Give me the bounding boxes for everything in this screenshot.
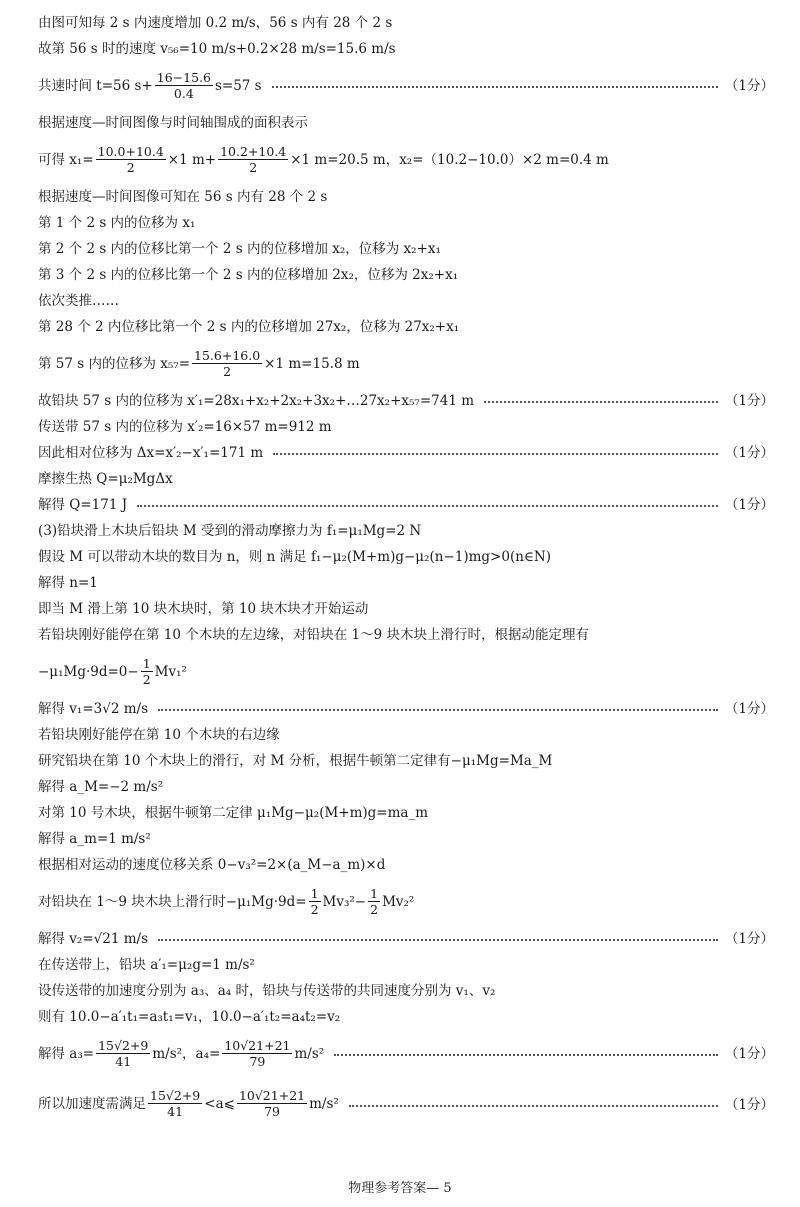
line-text: 若铅块刚好能停在第 10 个木块的右边缘 [38, 726, 280, 743]
solution-line [38, 826, 774, 852]
solution-line [38, 926, 774, 952]
solution-line [38, 878, 774, 926]
solution-line [38, 774, 774, 800]
formula-text: s=57 s [214, 77, 262, 94]
line-text: 第 2 个 2 s 内的位移比第一个 2 s 内的位移增加 x₂，位移为 x₂+x₁ [38, 240, 441, 257]
leader-dots [334, 1054, 718, 1056]
fraction-numerator: 10√21+21 [224, 1038, 291, 1053]
formula-text: Mv₁² [154, 663, 187, 680]
leader-dots [349, 1105, 718, 1107]
leader-dots [137, 505, 718, 507]
fraction [309, 886, 321, 917]
line-text: 根据速度—时间图像与时间轴围成的面积表示 [38, 114, 308, 131]
score-mark: （1分） [724, 1046, 774, 1062]
formula-text: −μ₁Mg·9d=0− [38, 663, 139, 680]
formula-text: <a⩽ [204, 1095, 235, 1112]
line-text: 解得 n=1 [38, 574, 98, 591]
fraction [155, 70, 213, 101]
score-mark: （1分） [724, 497, 774, 513]
solution-line [38, 388, 774, 414]
fraction-numerator: 1 [142, 656, 151, 671]
solution-line [38, 722, 774, 748]
fraction-numerator: 16−15.6 [156, 70, 211, 85]
solution-line [38, 1030, 774, 1078]
formula-text: 所以加速度需满足 [38, 1095, 146, 1112]
line-text: 传送带 57 s 内的位移为 x′₂=16×57 m=912 m [38, 418, 332, 435]
solution-line [38, 210, 774, 236]
solution-line [38, 184, 774, 210]
solution-line [38, 978, 774, 1004]
solution-line [38, 288, 774, 314]
fraction [368, 886, 380, 917]
formula-text: m/s² [309, 1095, 339, 1112]
fraction-denominator: 2 [310, 902, 319, 917]
fraction-denominator: 41 [115, 1054, 132, 1069]
score-mark: （1分） [724, 78, 774, 94]
fraction-numerator: 10.2+10.4 [220, 144, 287, 159]
fraction-denominator: 2 [370, 902, 379, 917]
leader-dots [158, 709, 718, 711]
fraction [96, 144, 166, 175]
fraction-denominator: 79 [249, 1054, 266, 1069]
fraction [96, 1038, 150, 1069]
solution-line [38, 518, 774, 544]
fraction-numerator: 10√21+21 [238, 1088, 306, 1103]
formula-text: m/s²，a₄= [152, 1045, 221, 1062]
fraction-denominator: 2 [249, 160, 258, 175]
line-text: 第 3 个 2 s 内的位移比第一个 2 s 内的位移增加 2x₂，位移为 2x₂+x₁ [38, 266, 459, 283]
formula-text: Mv₂² [382, 893, 415, 910]
formula-text: m/s² [294, 1045, 325, 1062]
solution-line [38, 262, 774, 288]
fraction [141, 656, 153, 687]
fraction-numerator: 1 [370, 886, 379, 901]
line-text: 即当 M 滑上第 10 块木块时，第 10 块木块才开始运动 [38, 600, 369, 617]
fraction-denominator: 0.4 [173, 86, 194, 101]
solution-line [38, 696, 774, 722]
formula-text: 第 57 s 内的位移为 x₅₇= [38, 355, 191, 372]
answer-document [38, 10, 774, 1132]
line-text: 依次类推…… [38, 292, 119, 309]
line-text: 第 28 个 2 内位移比第一个 2 s 内的位移增加 27x₂，位移为 27x₂+x₁ [38, 318, 460, 335]
line-text: 根据速度—时间图像可知在 56 s 内有 28 个 2 s [38, 188, 328, 205]
line-text: 在传送带上，铅块 a′₁=μ₂g=1 m/s² [38, 956, 255, 973]
line-text: 若铅块刚好能停在第 10 个木块的左边缘，对铅块在 1～9 块木块上滑行时，根据动能定理有 [38, 626, 590, 643]
line-text: 故铅块 57 s 内的位移为 x′₁=28x₁+x₂+2x₂+3x₂+…27x₂+x₅₇=741 m [38, 392, 475, 409]
line-text: 摩擦生热 Q=μ₂MgΔx [38, 470, 173, 487]
solution-line [38, 110, 774, 136]
fraction [192, 348, 262, 379]
fraction-numerator: 15.6+16.0 [194, 348, 261, 363]
solution-line [38, 10, 774, 36]
solution-line [38, 1004, 774, 1030]
solution-line [38, 466, 774, 492]
fraction-numerator: 15√2+9 [150, 1088, 201, 1103]
fraction [148, 1088, 202, 1119]
line-text: 因此相对位移为 Δx=x′₂−x′₁=171 m [38, 444, 264, 461]
solution-line [38, 440, 774, 466]
solution-line [38, 414, 774, 440]
line-text: 解得 v₁=3√2 m/s [38, 700, 148, 717]
formula-text: 解得 a₃= [38, 1045, 95, 1062]
leader-dots [484, 401, 718, 403]
solution-line [38, 136, 774, 184]
fraction-denominator: 79 [264, 1104, 280, 1119]
fraction-denominator: 2 [223, 364, 232, 379]
solution-line [38, 1078, 774, 1132]
fraction-denominator: 41 [167, 1104, 184, 1119]
line-text: 由图可知每 2 s 内速度增加 0.2 m/s，56 s 内有 28 个 2 s [38, 14, 393, 31]
solution-line [38, 622, 774, 648]
formula-text: ×1 m+ [167, 151, 217, 168]
fraction-denominator: 2 [142, 672, 151, 687]
formula-text: ×1 m=20.5 m，x₂=（10.2−10.0）×2 m=0.4 m [290, 151, 609, 168]
solution-line [38, 748, 774, 774]
score-mark: （1分） [724, 701, 774, 717]
line-text: (3)铅块滑上木块后铅块 M 受到的滑动摩擦力为 f₁=μ₁Mg=2 N [38, 522, 422, 539]
solution-line [38, 852, 774, 878]
formula-text: Mv₃²− [322, 893, 367, 910]
fraction [218, 144, 288, 175]
leader-dots [158, 939, 718, 941]
formula-text: 对铅块在 1～9 块木块上滑行时−μ₁Mg·9d= [38, 893, 307, 910]
line-text: 解得 a_M=−2 m/s² [38, 778, 164, 795]
solution-line [38, 952, 774, 978]
solution-line [38, 492, 774, 518]
line-text: 假设 M 可以带动木块的数目为 n，则 n 满足 f₁−μ₂(M+m)g−μ₂(n−1)mg>0(n∈N) [38, 548, 551, 565]
formula-text: 共速时间 t=56 s+ [38, 77, 153, 94]
line-text: 解得 a_m=1 m/s² [38, 830, 151, 847]
score-mark: （1分） [724, 393, 774, 409]
line-text: 故第 56 s 时的速度 v₅₆=10 m/s+0.2×28 m/s=15.6 m/s [38, 40, 396, 57]
formula-text: ×1 m=15.8 m [264, 355, 360, 372]
leader-dots [273, 453, 718, 455]
score-mark: （1分） [724, 1097, 774, 1113]
fraction-numerator: 1 [310, 886, 319, 901]
line-text: 设传送带的加速度分别为 a₃、a₄ 时，铅块与传送带的共同速度分别为 v₁、v₂ [38, 982, 496, 999]
line-text: 解得 v₂=√21 m/s [38, 930, 148, 947]
solution-line [38, 596, 774, 622]
solution-line [38, 340, 774, 388]
fraction-numerator: 15√2+9 [98, 1038, 149, 1053]
solution-line [38, 36, 774, 62]
solution-line [38, 236, 774, 262]
line-text: 对第 10 号木块，根据牛顿第二定律 μ₁Mg−μ₂(M+m)g=ma_m [38, 804, 429, 821]
solution-line [38, 648, 774, 696]
formula-text: 可得 x₁= [38, 151, 94, 168]
fraction [237, 1088, 307, 1119]
line-text: 解得 Q=171 J [38, 496, 128, 513]
solution-line [38, 800, 774, 826]
score-mark: （1分） [724, 445, 774, 461]
fraction-denominator: 2 [126, 160, 135, 175]
line-text: 根据相对运动的速度位移关系 0−v₃²=2×(a_M−a_m)×d [38, 856, 386, 873]
line-text: 则有 10.0−a′₁t₁=a₃t₁=v₁，10.0−a′₁t₂=a₄t₂=v₂ [38, 1008, 341, 1025]
score-mark: （1分） [724, 931, 774, 947]
page-footer: 物理参考答案— 5 [348, 1181, 452, 1196]
fraction-numerator: 10.0+10.4 [97, 144, 164, 159]
line-text: 第 1 个 2 s 内的位移为 x₁ [38, 214, 196, 231]
solution-line [38, 544, 774, 570]
solution-line [38, 62, 774, 110]
fraction [222, 1038, 292, 1069]
leader-dots [272, 86, 718, 88]
line-text: 研究铅块在第 10 个木块上的滑行，对 M 分析，根据牛顿第二定律有−μ₁Mg=Ma_M [38, 752, 553, 769]
solution-line [38, 314, 774, 340]
solution-line [38, 570, 774, 596]
